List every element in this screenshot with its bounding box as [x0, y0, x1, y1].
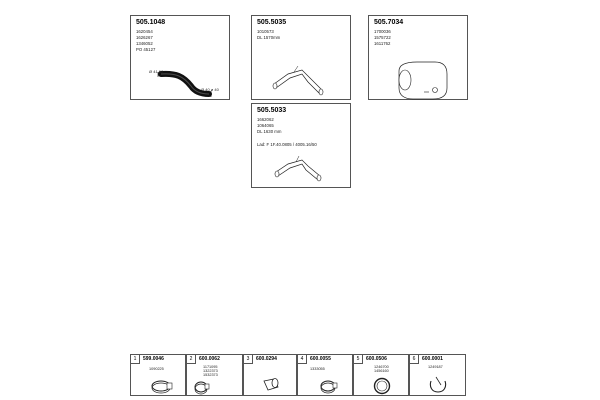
- accessory-part-number: 600.0294: [256, 356, 277, 362]
- exhaust-pipe-drawing: [252, 16, 352, 101]
- hanger-bracket-icon: [410, 355, 467, 397]
- ref-number: 1662062: [257, 117, 274, 122]
- part-number: 505.5033: [257, 107, 287, 114]
- ref-number: 1064065: [257, 123, 274, 128]
- sleeve-icon: [244, 355, 298, 397]
- ref-number: 1700036: [374, 29, 391, 34]
- part-card-505-1048[interactable]: [130, 15, 230, 100]
- ref-number: 1090225: [149, 367, 164, 371]
- ref-number: 1346052: [136, 41, 153, 46]
- ref-number: 1620454: [136, 29, 153, 34]
- slot-number: 6: [410, 355, 419, 364]
- accessory-part-number: 600.0001: [422, 356, 443, 362]
- length-note: DL 1630 mm: [257, 129, 282, 134]
- accessory-part-number: 600.0055: [310, 356, 331, 362]
- diameter-label: Ø 41 08: [149, 69, 164, 74]
- ref-number: 1456160: [374, 369, 389, 373]
- gasket-ring-icon: [354, 355, 410, 397]
- exhaust-pipe-drawing: [252, 104, 352, 189]
- slot-number: 1: [131, 355, 140, 364]
- ref-number: 1333055: [310, 367, 325, 371]
- slot-number: 4: [298, 355, 307, 364]
- ref-number: PO 45127: [136, 47, 156, 52]
- ref-number: 1575722: [374, 35, 391, 40]
- accessory-part-number: 600.0062: [199, 356, 220, 362]
- accessory-slot-5[interactable]: [353, 354, 409, 396]
- accessory-part-number: 599.0046: [143, 356, 164, 362]
- ref-number: 1611762: [374, 41, 391, 46]
- diameter-label: Ø 40 ø 40: [201, 87, 219, 92]
- clamp-icon: [187, 355, 244, 397]
- slot-number: 5: [354, 355, 363, 364]
- ref-number: 1246700: [374, 365, 389, 369]
- slot-number: 3: [244, 355, 253, 364]
- part-card-505-7034[interactable]: [368, 15, 468, 100]
- fitting-note: Lad: F 1F.40.0805 / 4005.16/50: [257, 142, 317, 147]
- ref-number: 1171095: [203, 365, 218, 369]
- slot-number: 2: [187, 355, 196, 364]
- accessory-slot-4[interactable]: [297, 354, 353, 396]
- accessory-slot-1[interactable]: [130, 354, 186, 396]
- ref-number: 1010573: [257, 29, 274, 34]
- accessory-slot-6[interactable]: [409, 354, 466, 396]
- ref-number: 1532373: [203, 373, 218, 377]
- part-number: 505.1048: [136, 19, 166, 26]
- length-note: DL 1570mm: [257, 35, 281, 40]
- part-number: 505.5035: [257, 19, 287, 26]
- clamp-icon: [298, 355, 354, 397]
- part-card-505-5035[interactable]: [251, 15, 351, 100]
- part-card-505-5033[interactable]: [251, 103, 351, 188]
- ref-number: 1626267: [136, 35, 153, 40]
- ref-number: 1249187: [428, 365, 443, 369]
- accessory-part-number: 600.0506: [366, 356, 387, 362]
- ref-number: 1322373: [203, 369, 218, 373]
- part-number: 505.7034: [374, 19, 404, 26]
- accessory-slot-2[interactable]: [186, 354, 243, 396]
- accessory-slot-3[interactable]: [243, 354, 297, 396]
- muffler-drawing: [369, 16, 469, 101]
- clamp-icon: [131, 355, 187, 397]
